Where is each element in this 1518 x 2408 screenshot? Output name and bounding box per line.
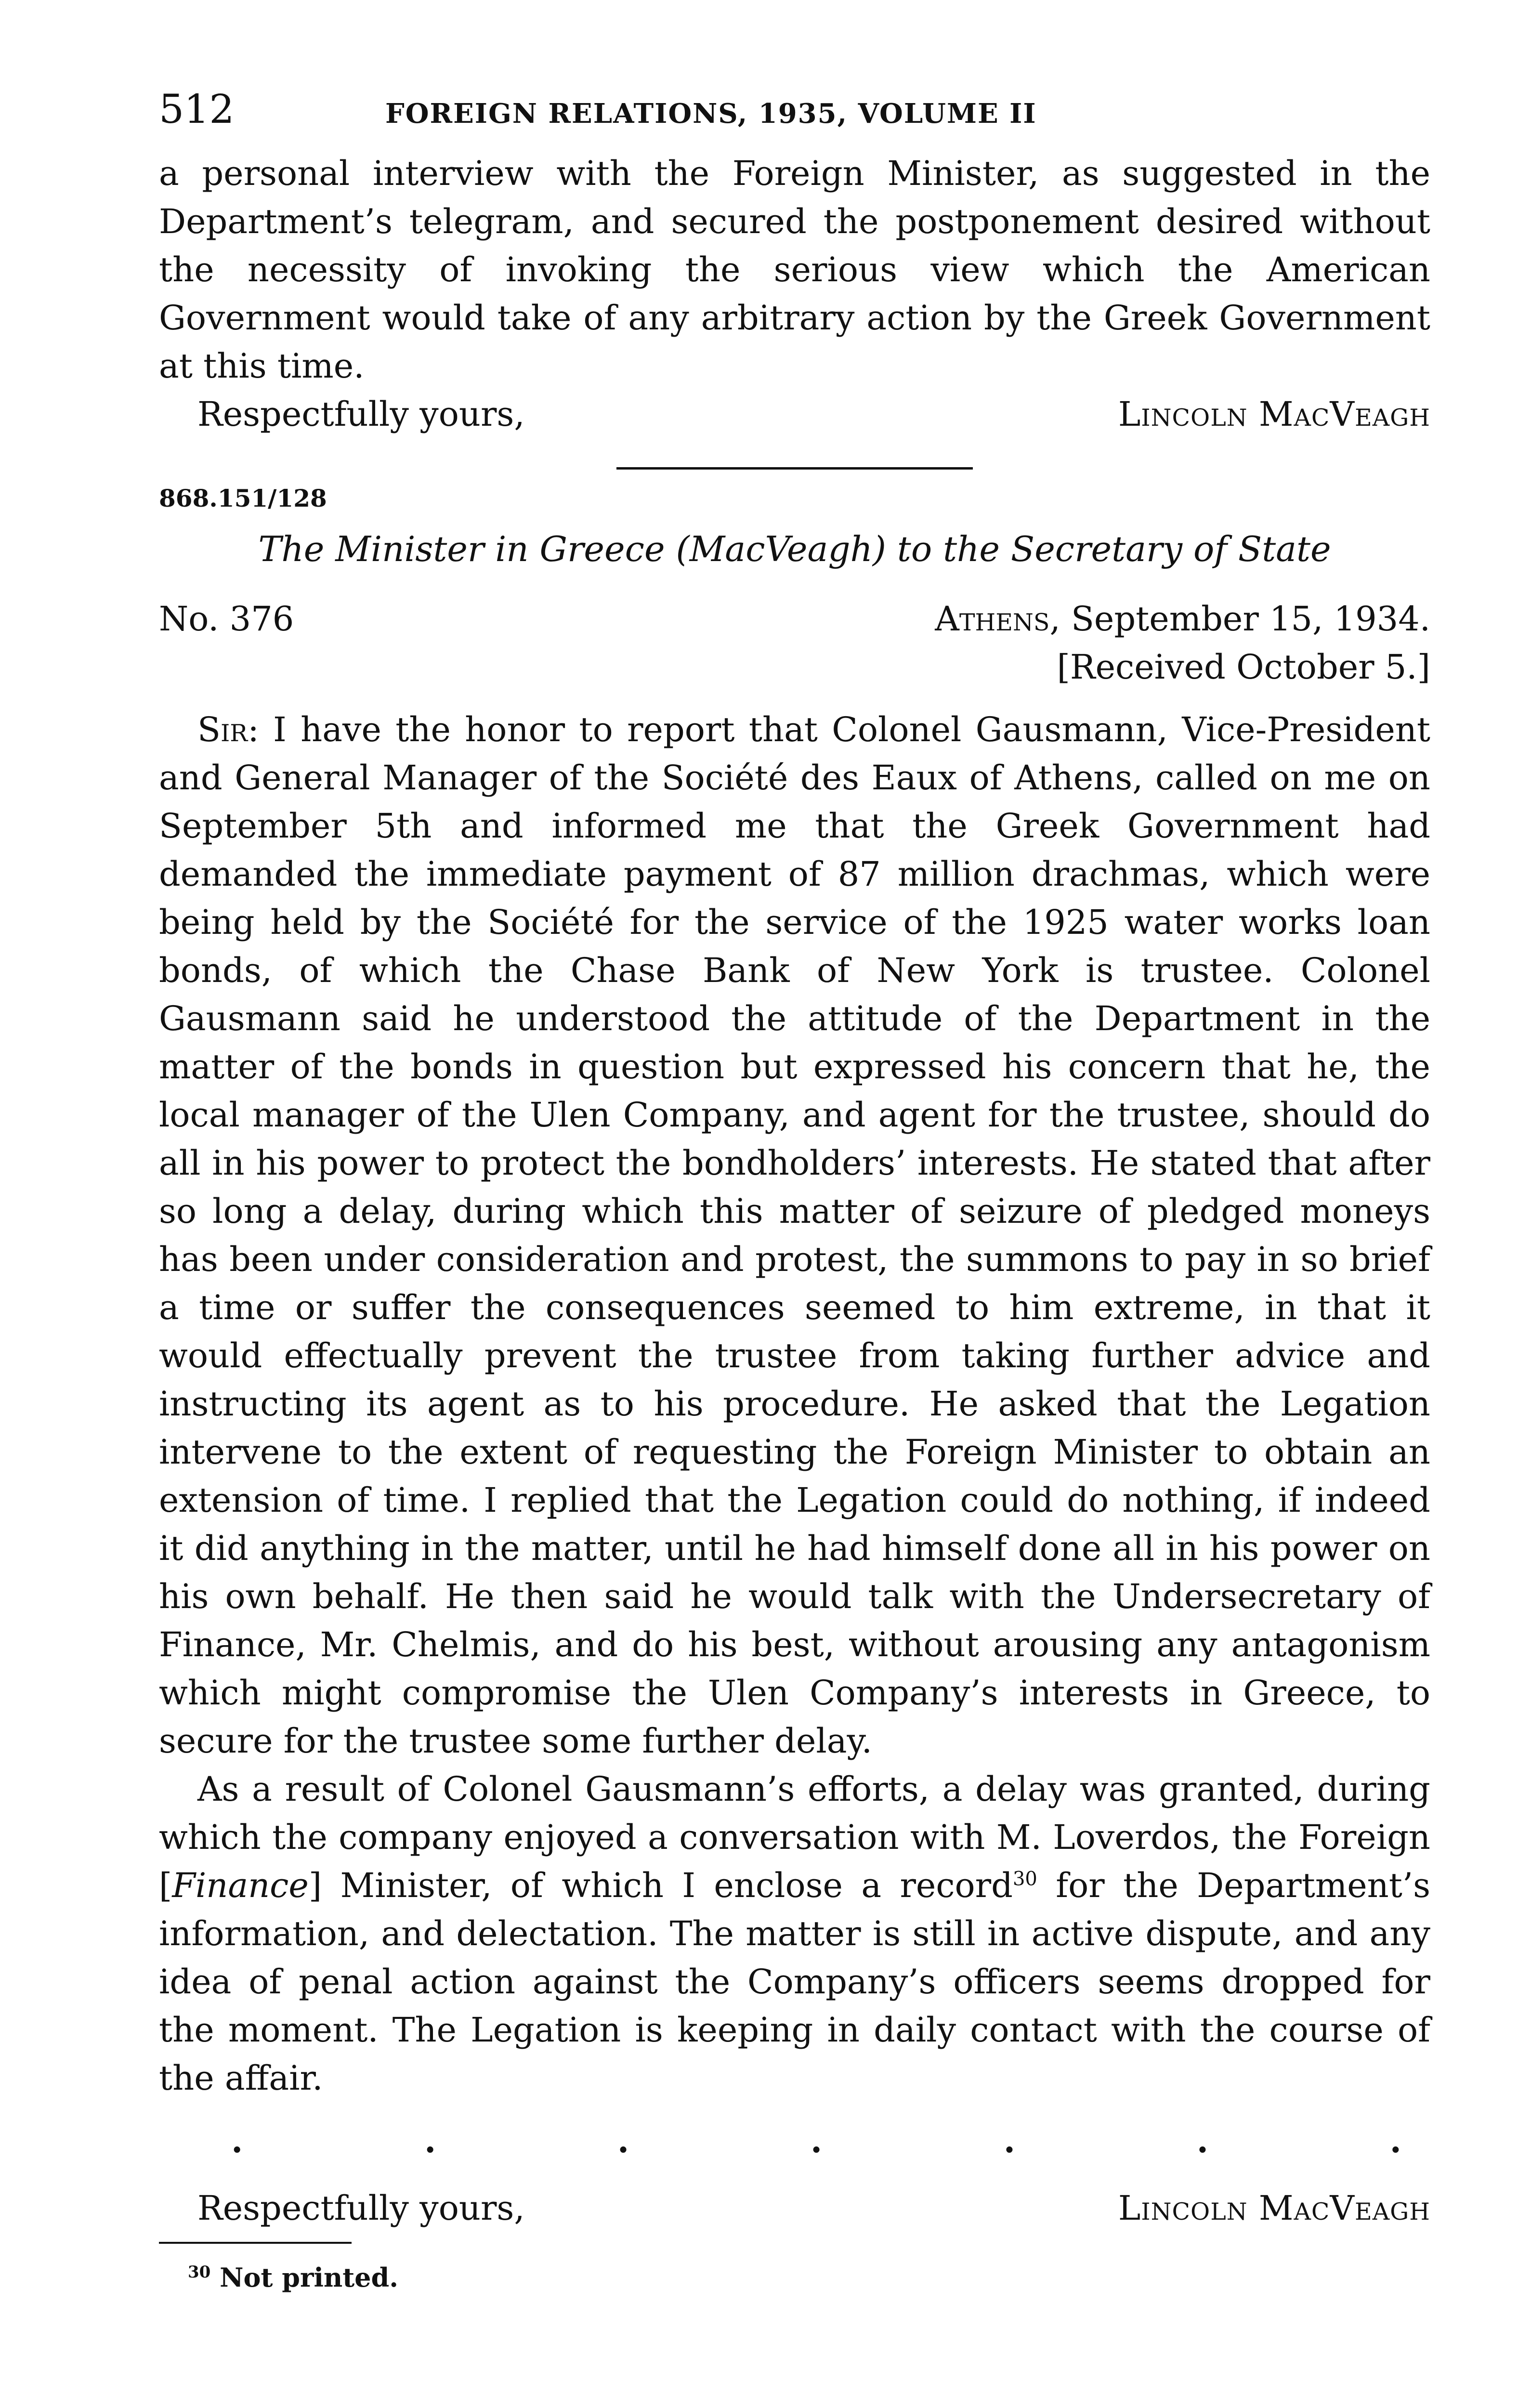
ellipsis-dot: . [424, 2120, 436, 2160]
dateline [159, 595, 1430, 643]
ellipsis-dot: . [1196, 2120, 1209, 2160]
signature: Lincoln MacVeagh [1118, 394, 1430, 434]
paragraph-1-text: : I have the honor to report that Colonel Gausmann, Vice-President and General Manager of the Société des Eaux of Athens, called on me on September 5th and informed me that the Greek Government had demanded the immediate payment of 87 million drachmas, which were being held by the Société for the service of the 1925 water works loan bonds, of which the Chase Bank of New York is trustee. Colonel Gausmann said he understood the attitude of the Department in the matter of the bonds in question but expressed his concern that he, the local manager of the Ulen Company, and agent for the trustee, should do all in his power to protect the bondholders’ interests. He stated that after so long a delay, during which this matter of seizure of pledged moneys has been under consideration and protest, the summons to pay in so brief a time or suffer the consequences seemed to him extreme, in that it would effectually prevent the trustee from taking further advice and instructing its agent as to his procedure. He asked that the Legation intervene to the extent of requesting the Foreign Minister to obtain an extension of time. I replied that the Legation could do nothing, if indeed it did anything in the matter, until he had himself done all in his power on his own behalf. He then said he would talk with the Undersecretary of Finance, Mr. Chelmis, and do his best, without arousing any antagonism which might compromise the Ulen Company’s interests in Greece, to secure for the trustee some further delay. [159, 710, 1430, 1761]
footnote-divider [159, 2242, 352, 2244]
ellipsis-dot: . [231, 2120, 243, 2160]
paragraph-2-italic: Finance [172, 1866, 309, 1905]
title-part-1: The Minister in Greece ( [258, 529, 690, 569]
salutation: Sir [197, 710, 248, 749]
document-number: No. 376 [159, 599, 294, 639]
footnote [159, 2258, 1430, 2297]
paragraph-2-text-c: for the Department’s information, and delectation. The matter is still in active dispute, and any idea of penal action against the Company’s officers seems dropped for the moment. The Legation is keeping in daily contact with the course of the affair. [159, 1866, 1431, 2098]
ellipsis-dot: . [810, 2120, 823, 2160]
file-number: 868.151/128 [159, 484, 327, 512]
document-title [159, 523, 1430, 576]
paragraph-2-text-a: As a result of Colonel Gausmann’s efforts, a delay was granted, during which the company enjoyed a conversation with M. Loverdos, the Foreign [ [159, 1769, 1430, 1905]
footnote-text: Not printed. [210, 2262, 399, 2293]
section-divider [616, 467, 973, 470]
ellipsis-row [159, 2102, 1430, 2184]
continuation-paragraph: a personal interview with the Foreign Minister, as suggested in the Department’s telegram, and secured the postponement desired without the necessity of invoking the serious view which the American Government would take of any arbitrary action by the Greek Government at this time. [159, 154, 1430, 386]
document-closing-line [159, 2184, 1430, 2232]
page-header [159, 87, 1430, 140]
closing-text: Respectfully yours, [197, 394, 525, 434]
paragraph-2-text-b: ] Minister, of which I enclose a record [308, 1866, 1013, 1905]
received-date: [Received October 5.] [1057, 647, 1430, 687]
page-number: 512 [159, 87, 235, 132]
signature: Lincoln MacVeagh [1118, 2188, 1430, 2228]
date: , September 15, 1934. [1049, 599, 1430, 639]
running-head: FOREIGN RELATIONS, 1935, VOLUME II [385, 98, 1037, 130]
continuation-closing-line [159, 390, 1430, 438]
ellipsis-dot: . [617, 2120, 629, 2160]
footnote-mark: 30 [188, 2263, 211, 2282]
title-name: MacVeagh [689, 529, 873, 569]
document-page [159, 87, 1430, 2297]
title-part-2: ) to the Secretary of State [872, 529, 1331, 569]
ellipsis-dot: . [1003, 2120, 1016, 2160]
place: Athens [935, 599, 1050, 639]
body-paragraph-2 [159, 1765, 1430, 2102]
place-date [935, 595, 1430, 643]
body-paragraph-1 [159, 706, 1430, 1765]
closing-text: Respectfully yours, [197, 2188, 525, 2228]
footnote-reference: 30 [1012, 1868, 1037, 1890]
ellipsis-dot: . [1389, 2120, 1401, 2160]
